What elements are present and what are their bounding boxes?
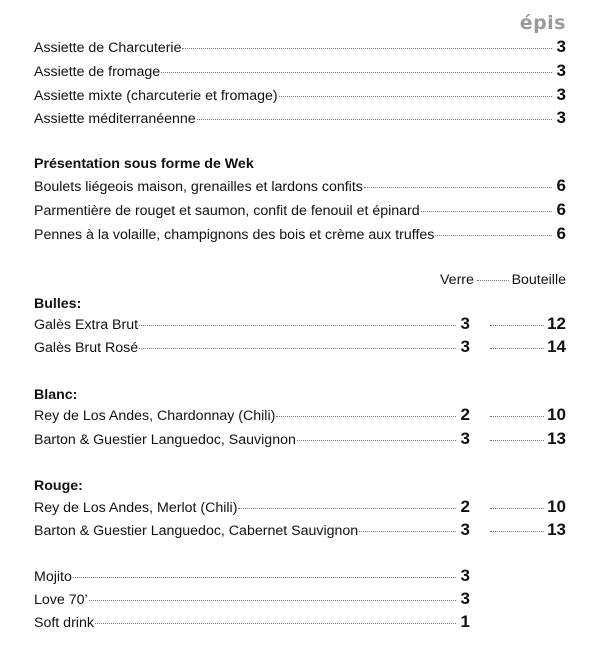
dot-leader: [139, 325, 456, 326]
dot-leader: [364, 187, 552, 188]
menu-item: [34, 176, 566, 200]
drink-item: [34, 589, 470, 613]
item-price: 6: [556, 224, 566, 243]
bottle-price: 13: [547, 429, 566, 448]
dot-leader: [95, 623, 456, 624]
item-name: Assiette de Charcuterie: [34, 40, 182, 56]
dot-leader: [279, 96, 552, 97]
item-name: Barton & Guestier Languedoc, Sauvignon: [34, 432, 296, 448]
bottle-price: 10: [547, 405, 566, 424]
item-price: 3: [460, 589, 470, 608]
item-price: 3: [460, 566, 470, 585]
dot-leader: [490, 348, 544, 349]
dot-leader: [421, 211, 552, 212]
bottle-price: 12: [547, 314, 566, 333]
glass-price: 2: [460, 497, 470, 516]
dot-leader: [490, 440, 544, 441]
dot-leader: [276, 416, 456, 417]
menu-item: [34, 85, 566, 109]
dot-leader: [182, 48, 552, 49]
dot-leader: [139, 348, 456, 349]
glass-price: 3: [460, 429, 470, 448]
item-name: Assiette méditerranéenne: [34, 111, 196, 127]
section-heading-wek: Présentation sous forme de Wek: [34, 156, 254, 172]
item-name: Love 70’: [34, 592, 88, 608]
bottle-price: 13: [547, 520, 566, 539]
item-price: 3: [556, 85, 566, 104]
column-headers: [440, 272, 566, 288]
glass-price: 3: [460, 314, 470, 333]
wine-item: [34, 429, 470, 453]
dot-leader: [89, 600, 456, 601]
dot-leader: [477, 280, 509, 281]
glass-price: 3: [460, 337, 470, 356]
item-name: Rey de Los Andes, Merlot (Chili): [34, 500, 238, 516]
bottle-price-row: [490, 497, 566, 521]
item-price: 3: [556, 37, 566, 56]
wine-item: [34, 337, 470, 361]
item-name: Assiette mixte (charcuterie et fromage): [34, 88, 278, 104]
bottle-price: 10: [547, 497, 566, 516]
bottle-price: 14: [547, 337, 566, 356]
dot-leader: [359, 531, 456, 532]
wine-item: [34, 314, 470, 338]
item-name: Boulets liégeois maison, grenailles et lardons confits: [34, 179, 363, 195]
drink-item: [34, 612, 470, 636]
menu-item: [34, 200, 566, 224]
item-name: Galès Brut Rosé: [34, 340, 139, 356]
glass-column-header: Verre: [440, 272, 474, 288]
item-name: Mojito: [34, 569, 72, 585]
glass-price: 3: [460, 520, 470, 539]
section-heading-rouge: Rouge:: [34, 478, 83, 494]
item-price: 6: [556, 200, 566, 219]
glass-price: 2: [460, 405, 470, 424]
section-heading-bulles: Bulles:: [34, 296, 82, 312]
dot-leader: [297, 440, 456, 441]
dot-leader: [490, 531, 544, 532]
item-name: Assiette de fromage: [34, 64, 161, 80]
bottle-price-row: [490, 314, 566, 338]
dot-leader: [73, 577, 456, 578]
dot-leader: [435, 235, 552, 236]
brand-logo: épis: [519, 12, 566, 34]
bottle-price-row: [490, 520, 566, 544]
dot-leader: [490, 508, 544, 509]
dot-leader: [161, 72, 552, 73]
menu-item: [34, 108, 566, 132]
dot-leader: [197, 119, 552, 120]
item-name: Rey de Los Andes, Chardonnay (Chili): [34, 408, 276, 424]
wine-item: [34, 497, 470, 521]
bottle-price-row: [490, 337, 566, 361]
item-name: Soft drink: [34, 615, 94, 631]
bottle-price-row: [490, 405, 566, 429]
item-price: 3: [556, 108, 566, 127]
dot-leader: [238, 508, 456, 509]
section-heading-blanc: Blanc:: [34, 387, 78, 403]
item-price: 1: [460, 612, 470, 631]
dot-leader: [490, 416, 544, 417]
item-price: 3: [556, 61, 566, 80]
item-name: Parmentière de rouget et saumon, confit de fenouil et épinard: [34, 203, 420, 219]
dot-leader: [490, 325, 544, 326]
item-name: Barton & Guestier Languedoc, Cabernet Sauvignon: [34, 523, 359, 539]
menu-item: [34, 61, 566, 85]
bottle-price-row: [490, 429, 566, 453]
bottle-column-header: Bouteille: [511, 272, 566, 288]
menu-item: [34, 37, 566, 61]
wine-item: [34, 405, 470, 429]
item-name: Galès Extra Brut: [34, 317, 139, 333]
menu-item: [34, 224, 566, 248]
item-price: 6: [556, 176, 566, 195]
wine-item: [34, 520, 470, 544]
drink-item: [34, 566, 470, 590]
item-name: Pennes à la volaille, champignons des bois et crème aux truffes: [34, 227, 435, 243]
